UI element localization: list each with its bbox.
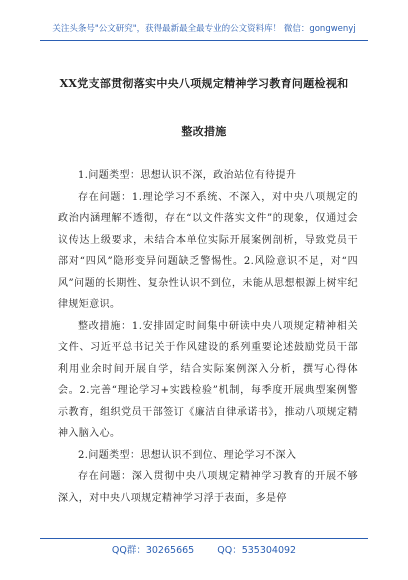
document-body [58,165,358,509]
footer-qq: QQ：535304092 [217,545,297,556]
watermark-header: 关注头条号"公文研究"，获得最新最全最专业的公文资料库！ 微信：gongwenyj [52,24,356,34]
paragraph-rectification-measures-1: 整改措施：1.安排固定时间集中研读中央八项规定精神相关文件、习近平总书记关于作风建设的系列重要论述鼓励党员干部利用业余时间开展自学，结合实际案例深入分析，撰写心得体会。2.完善“理论学习+实践检验”机制，每季度开展典型案例警示教育，组织党员干部签订《廉洁自律承诺书》，推动八项规定精神入脑入心。 [58,320,358,439]
paragraph-existing-problems-2: 存在问题：深入贯彻中央八项规定精神学习教育的开展不够深入，对中央八项规定精神学习浮于表面，多是停 [58,471,358,504]
document-title-line-1: XX党支部贯彻落实中央八项规定精神学习教育问题检视和 [59,77,349,90]
document-title-line-2: 整改措施 [181,125,227,138]
paragraph-problem-type-2: 2.问题类型：思想认识不到位、理论学习不深入 [78,449,297,461]
footer-divider [40,538,368,539]
paragraph-problem-type-1: 1.问题类型：思想认识不深，政治站位有待提升 [78,170,297,181]
paragraph-existing-problems-1: 存在问题：1.理论学习不系统、不深入，对中央八项规定的政治内涵理解不透彻，存在“以文件落实文件”的现象，仅通过会议传达上级要求，未结合本单位实际开展案例剖析，导致党员干部对“四风”隐形变异问题缺乏警惕性。2.风险意识不足，对“四风”问题的长期性、复杂性认识不到位，未能从思想根源上树牢纪律规矩意识。 [58,191,358,310]
header-divider [40,40,368,41]
watermark-footer [0,542,408,556]
footer-qq-group: QQ群：30265665 [111,545,195,556]
